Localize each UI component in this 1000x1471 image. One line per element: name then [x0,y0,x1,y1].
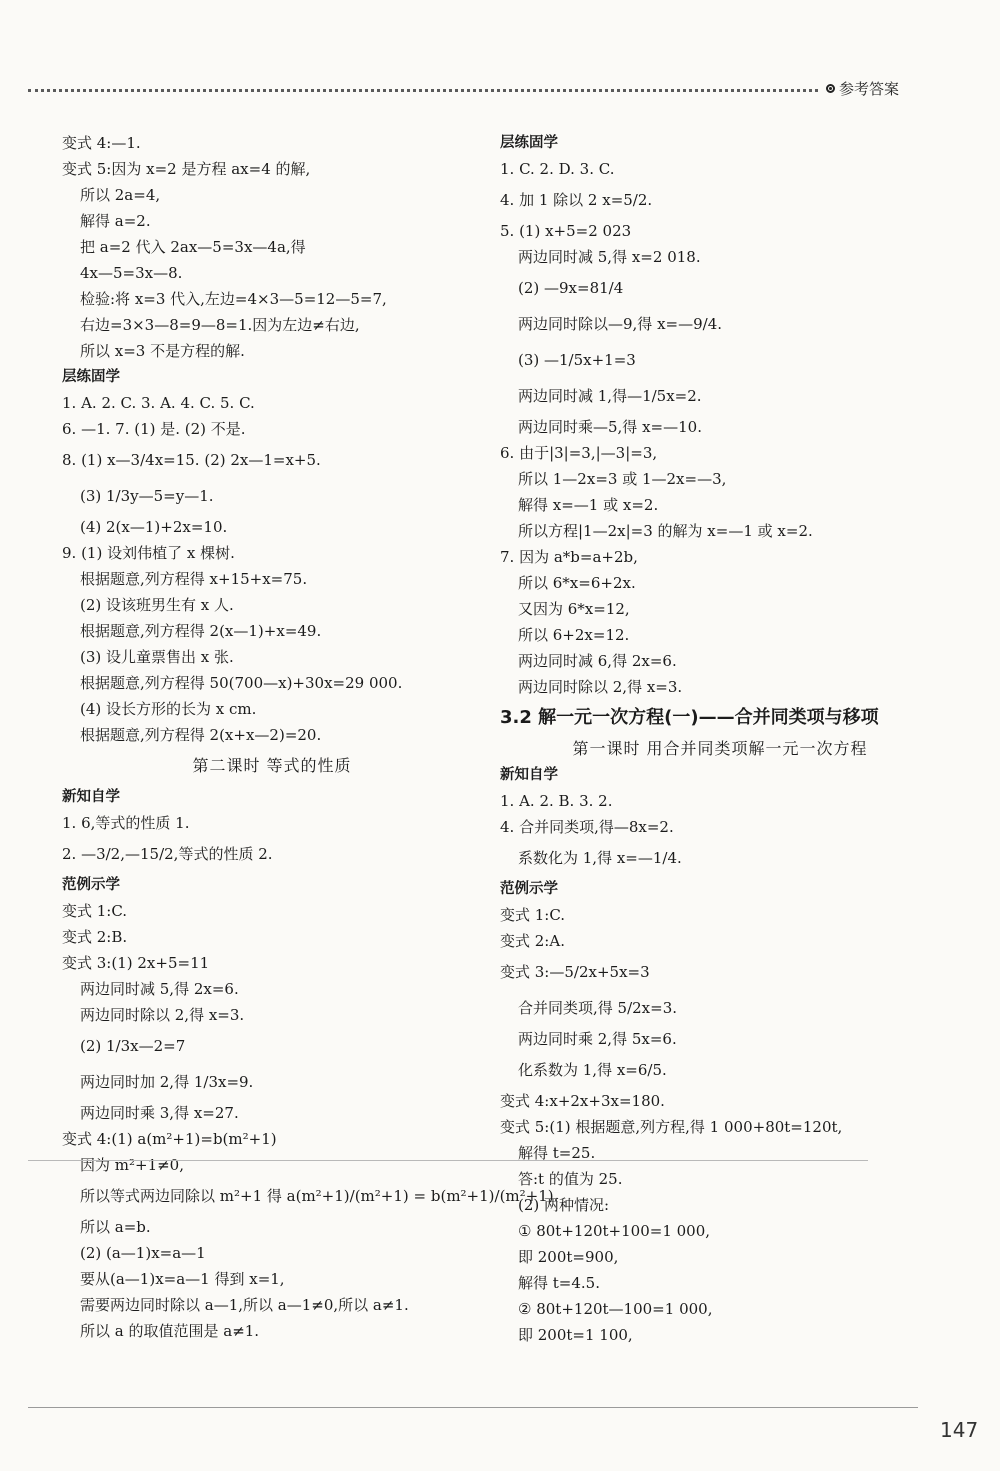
answer-line: 要从(a—1)x=a—1 得到 x=1, [80,1270,285,1288]
answer-line: 两边同时除以—9,得 x=—9/4. [518,315,723,333]
answer-line: 变式 1:C. [62,902,128,920]
answer-line: 根据题意,列方程得 2(x+x—2)=20. [80,726,322,744]
answer-line: 所以 a=b. [80,1218,151,1236]
answer-line: 变式 3:—5/2x+5x=3 [500,963,650,981]
answer-line: 6. —1. 7. (1) 是. (2) 不是. [62,420,246,438]
answer-line: 又因为 6*x=12, [518,600,630,618]
answer-line: 4. 加 1 除以 2 x=5/2. [500,191,653,209]
answer-line: 两边同时减 5,得 x=2 018. [518,248,701,266]
answer-line: 变式 3:(1) 2x+5=11 [62,954,210,972]
answer-line: 变式 2:A. [500,932,565,950]
header-title: 参考答案 [839,80,900,98]
answer-line: 解得 t=4.5. [518,1274,600,1292]
answer-line: 变式 1:C. [500,906,566,924]
answer-line: 根据题意,列方程得 x+15+x=75. [80,570,308,588]
answer-line: 所以等式两边同除以 m²+1 得 a(m²+1)/(m²+1) = b(m²+1)/(m²+1). [80,1187,559,1205]
answer-line: 所以 6+2x=12. [518,626,630,644]
section-heading: 范例示学 [500,881,558,897]
answer-line: (4) 2(x—1)+2x=10. [80,518,228,536]
answer-line: 解得 t=25. [518,1144,596,1162]
answer-line: 两边同时乘—5,得 x=—10. [518,418,702,436]
answer-line: 根据题意,列方程得 2(x—1)+x=49. [80,622,322,640]
answer-line: 变式 2:B. [62,928,128,946]
section-heading: 新知自学 [500,767,558,783]
answer-line: 变式 5:因为 x=2 是方程 ax=4 的解, [62,160,311,178]
answer-line: (2) (a—1)x=a—1 [80,1244,206,1262]
section-heading: 层练固学 [500,135,558,151]
answer-line: 变式 4:(1) a(m²+1)=b(m²+1) [62,1130,277,1148]
lesson-title: 第一课时 用合并同类项解一元一次方程 [572,739,868,758]
answer-line: ② 80t+120t—100=1 000, [518,1300,713,1318]
answer-line: 两边同时加 2,得 1/3x=9. [80,1073,254,1091]
answer-line: 4. 合并同类项,得—8x=2. [500,818,674,836]
right-column [500,130,940,1348]
answer-line: ① 80t+120t+100=1 000, [518,1222,711,1240]
answer-line: 合并同类项,得 5/2x=3. [518,999,678,1017]
answer-line: 1. C. 2. D. 3. C. [500,160,615,178]
answer-line: 所以 x=3 不是方程的解. [80,342,245,360]
answer-line: 解得 x=—1 或 x=2. [518,496,659,514]
answer-line: 5. (1) x+5=2 023 [500,222,632,240]
answer-line: 变式 4:x+2x+3x=180. [500,1092,665,1110]
answer-line: 两边同时乘 3,得 x=27. [80,1104,239,1122]
answer-line: 系数化为 1,得 x=—1/4. [518,849,682,867]
section-heading: 范例示学 [62,877,120,893]
bullet-icon [826,84,835,93]
footer-rule [28,1407,918,1408]
answer-line: 根据题意,列方程得 50(700—x)+30x=29 000. [80,674,403,692]
chapter-title: 3.2 解一元一次方程(一)——合并同类项与移项 [500,707,879,728]
answer-line: 8. (1) x—3/4x=15. (2) 2x—1=x+5. [62,451,321,469]
answer-line: 化系数为 1,得 x=6/5. [518,1061,667,1079]
header-dotted-rule [28,89,818,92]
answer-line: (3) 设儿童票售出 x 张. [80,648,234,666]
answer-line: (2) 设该班男生有 x 人. [80,596,234,614]
answer-line: 1. A. 2. B. 3. 2. [500,792,613,810]
answer-line: 变式 4:—1. [62,134,141,152]
divider [28,1160,868,1161]
answer-line: 需要两边同时除以 a—1,所以 a—1≠0,所以 a≠1. [80,1296,409,1314]
answer-line: 所以 6*x=6+2x. [518,574,636,592]
answer-line: 变式 5:(1) 根据题意,列方程,得 1 000+80t=120t, [500,1118,843,1136]
answer-line: 两边同时除以 2,得 x=3. [518,678,683,696]
answer-line: 6. 由于|3|=3,|—3|=3, [500,444,658,462]
answer-line: (3) 1/3y—5=y—1. [80,487,214,505]
answer-line: 右边=3×3—8=9—8=1.因为左边≠右边, [80,316,360,334]
answer-line: 所以 2a=4, [80,186,161,204]
answer-line: 两边同时减 6,得 2x=6. [518,652,677,670]
answer-line: 9. (1) 设刘伟植了 x 棵树. [62,544,235,562]
section-heading: 层练固学 [62,369,120,385]
answer-line: 所以 1—2x=3 或 1—2x=—3, [518,470,727,488]
answer-line: (2) 1/3x—2=7 [80,1037,186,1055]
answer-line: 1. A. 2. C. 3. A. 4. C. 5. C. [62,394,255,412]
answer-line: 7. 因为 a*b=a+2b, [500,548,638,566]
answer-line: 两边同时减 1,得—1/5x=2. [518,387,702,405]
answer-line: 两边同时除以 2,得 x=3. [80,1006,245,1024]
answer-line: (3) —1/5x+1=3 [518,351,636,369]
answer-line: 所以方程|1—2x|=3 的解为 x=—1 或 x=2. [518,522,813,540]
answer-line: 即 200t=900, [518,1248,619,1266]
answer-line: 因为 m²+1≠0, [80,1156,184,1174]
answer-line: 2. —3/2,—15/2,等式的性质 2. [62,845,273,863]
answer-line: 即 200t=1 100, [518,1326,633,1344]
answer-line: 检验:将 x=3 代入,左边=4×3—5=12—5=7, [80,290,387,308]
answer-line: 4x—5=3x—8. [80,264,183,282]
answer-line: 把 a=2 代入 2ax—5=3x—4a,得 [80,238,306,256]
answer-line: 解得 a=2. [80,212,151,230]
answer-line: 1. 6,等式的性质 1. [62,814,190,832]
answer-line: 答:t 的值为 25. [518,1170,623,1188]
answer-line: (4) 设长方形的长为 x cm. [80,700,257,718]
answer-line: 所以 a 的取值范围是 a≠1. [80,1322,260,1340]
answer-line: (2) 两种情况: [518,1196,610,1214]
lesson-title: 第二课时 等式的性质 [192,756,352,775]
section-heading: 新知自学 [62,789,120,805]
page-number: 147 [940,1418,979,1442]
answer-line: 两边同时乘 2,得 5x=6. [518,1030,677,1048]
answer-line: 两边同时减 5,得 2x=6. [80,980,239,998]
answer-line: (2) —9x=81/4 [518,279,624,297]
page-header [826,78,899,99]
